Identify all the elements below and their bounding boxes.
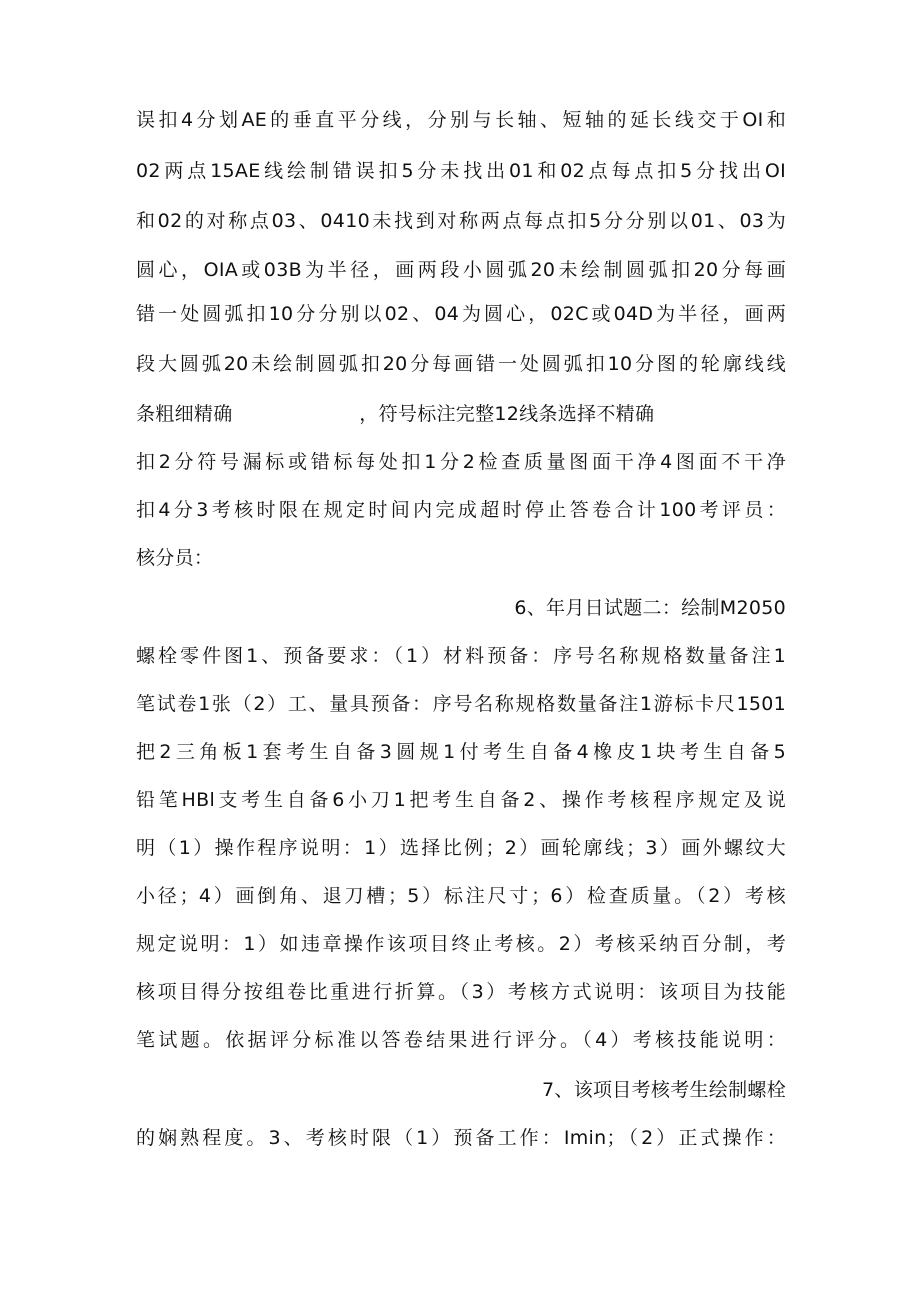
text-line: 条粗细精确 ，符号标注完整12线条选择不精确: [136, 403, 655, 425]
text-line: 段大圆弧20未绘制圆弧扣20分每画错一处圆弧扣10分图的轮廓线线: [136, 353, 786, 375]
text-line: 和02的对称点03、0410未找到对称两点每点扣5分分别以01、03为: [136, 210, 786, 232]
text-line: 笔试题。依据评分标准以答卷结果进行评分。（4）考核技能说明：: [136, 1029, 786, 1051]
text-line: 核项目得分按组卷比重进行折算。（3）考核方式说明：该项目为技能: [136, 981, 786, 1003]
text-line: 铅笔HBl支考生自备6小刀1把考生自备2、操作考核程序规定及说: [136, 789, 786, 811]
text-line: 错一处圆弧扣10分分别以02、04为圆心，02C或04D为半径，画两: [136, 303, 786, 325]
text-line: 圆心，OIA或03B为半径，画两段小圆弧20未绘制圆弧扣20分每画: [136, 259, 786, 281]
text-line: 的娴熟程度。3、考核时限（1）预备工作：Imin；（2）正式操作：: [136, 1127, 786, 1149]
text-line: 小径；4）画倒角、退刀槽；5）标注尺寸；6）检查质量。（2）考核: [136, 885, 786, 907]
text-line: 笔试卷1张（2）工、量具预备：序号名称规格数量备注1游标卡尺1501: [136, 693, 786, 715]
text-line: 把2三角板1套考生自备3圆规1付考生自备4橡皮1块考生自备5: [136, 741, 786, 763]
section-heading: 7、该项目考核考生绘制螺栓: [542, 1079, 786, 1101]
text-line: 螺栓零件图1、预备要求：（1）材料预备：序号名称规格数量备注1: [136, 645, 786, 667]
text-line: 扣4分3考核时限在规定时间内完成超时停止答卷合计100考评员：: [136, 499, 786, 521]
text-line: 扣2分符号漏标或错标每处扣1分2检查质量图面干净4图面不干净: [136, 451, 786, 473]
section-heading: 6、年月日试题二：绘制M2050: [514, 597, 786, 619]
text-line: 规定说明：1）如违章操作该项目终止考核。2）考核采纳百分制，考: [136, 933, 786, 955]
text-line: 误扣4分划AE的垂直平分线，分别与长轴、短轴的延长线交于OI和: [136, 109, 786, 131]
text-line: 明（1）操作程序说明：1）选择比例；2）画轮廓线；3）画外螺纹大: [136, 837, 786, 859]
text-line: 02两点15AE线绘制错误扣5分未找出01和02点每点扣5分找出OI: [136, 160, 786, 182]
text-line: 核分员：: [136, 547, 214, 569]
